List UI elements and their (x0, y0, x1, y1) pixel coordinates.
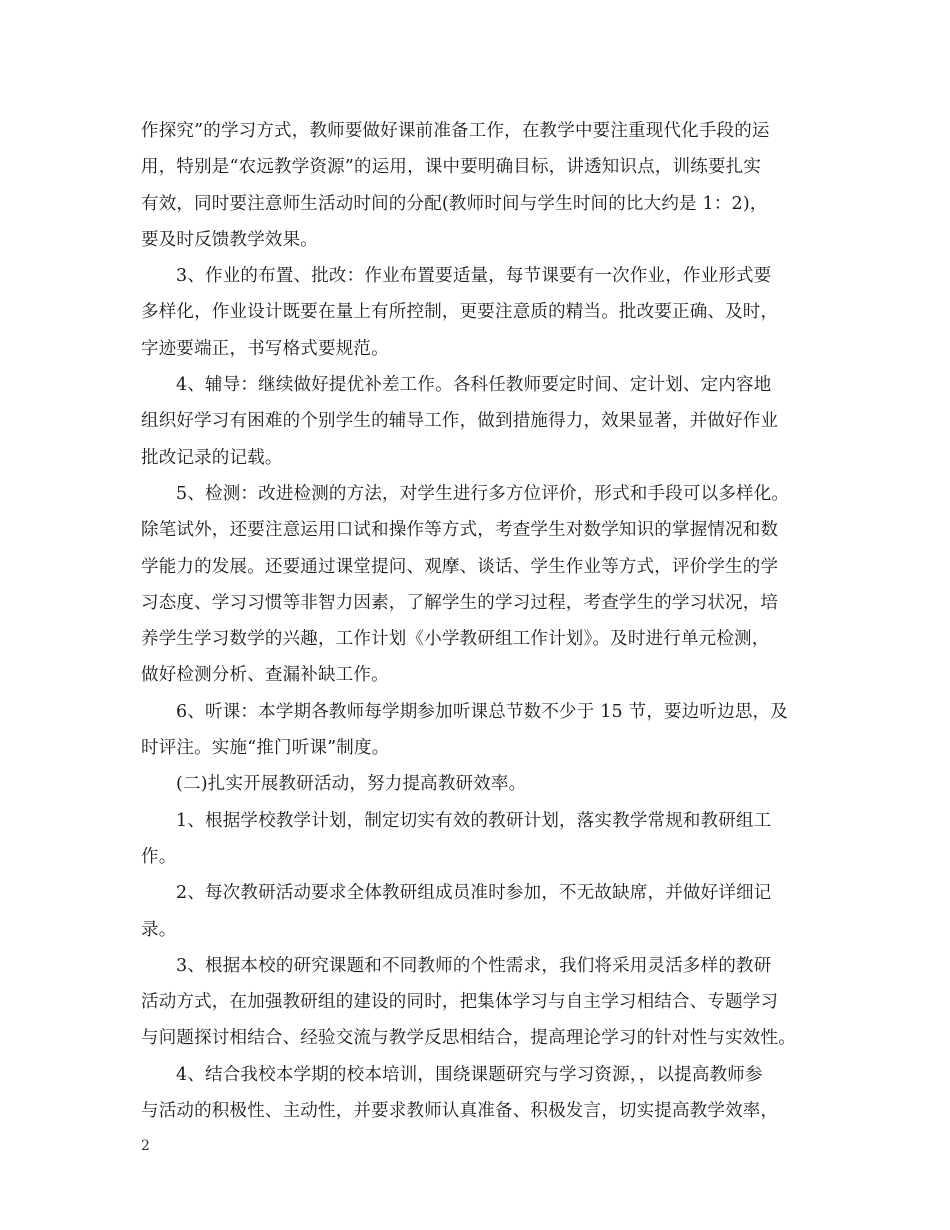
page-number: 2 (141, 1138, 150, 1154)
text-line: (二)扎实开展教研活动，努力提高教研效率。 (176, 774, 527, 795)
text-line: 4、结合我校本学期的校本培训，围绕课题研究与学习资源，，以提高教师参 (176, 1064, 763, 1085)
text-line: 学能力的发展。还要通过课堂提问、观摩、谈话、学生作业等方式，评价学生的学 (141, 556, 779, 577)
text-line: 3、作业的布置、批改：作业布置要适量，每节课要有一次作业，作业形式要 (176, 266, 772, 287)
document-body (141, 113, 813, 1129)
text-line: 5、检测：改进检测的方法，对学生进行多方位评价，形式和手段可以多样化。 (176, 483, 790, 504)
text-line: 作。 (141, 846, 177, 867)
text-line: 时评注。实施“推门听课”制度。 (141, 738, 390, 759)
text-line: 组织好学习有困难的个别学生的辅导工作，做到措施得力，效果显著，并做好作业 (141, 411, 779, 432)
text-line: 与活动的积极性、主动性，并要求教师认真准备、积极发言，切实提高教学效率， (141, 1101, 779, 1122)
text-line: 多样化，作业设计既要在量上有所控制，更要注意质的精当。批改要正确、及时， (141, 302, 779, 323)
text-line: 用，特别是“农远教学资源”的运用，课中要明确目标，讲透知识点，训练要扎实 (141, 157, 762, 178)
text-line: 2、每次教研活动要求全体教研组成员准时参加，不无故缺席，并做好详细记 (176, 883, 772, 904)
text-line: 1、根据学校教学计划，制定切实有效的教研计划，落实教学常规和教研组工 (176, 810, 772, 831)
text-line: 3、根据本校的研究课题和不同教师的个性需求，我们将采用灵活多样的教研 (176, 955, 772, 976)
text-line: 习态度、学习习惯等非智力因素，了解学生的学习过程，考查学生的学习状况，培 (141, 592, 779, 613)
text-line: 批改记录的记载。 (141, 447, 283, 468)
text-line: 除笔试外，还要注意运用口试和操作等方式，考查学生对数学知识的掌握情况和数 (141, 520, 779, 541)
text-line: 与问题探讨相结合、经验交流与教学反思相结合，提高理论学习的针对性与实效性。 (141, 1028, 796, 1049)
text-line: 字迹要端正，书写格式要规范。 (141, 338, 389, 359)
text-line: 作探究”的学习方式，教师要做好课前准备工作，在教学中要注重现代化手段的运 (141, 121, 770, 141)
text-line: 4、辅导：继续做好提优补差工作。各科任教师要定时间、定计划、定内容地 (176, 375, 772, 396)
text-line: 录。 (141, 919, 177, 940)
text-line: 要及时反馈教学效果。 (141, 229, 318, 250)
text-line: 养学生学习数学的兴趣，工作计划《小学教研组工作计划》。及时进行单元检测， (141, 629, 770, 650)
text-line: 做好检测分析、查漏补缺工作。 (141, 665, 389, 686)
text-line: 活动方式，在加强教研组的建设的同时，把集体学习与自主学习相结合、专题学习 (141, 992, 779, 1013)
text-line: 6、听课：本学期各教师每学期参加听课总节数不少于 15 节，要边听边思，及 (176, 701, 788, 722)
text-line: 有效，同时要注意师生活动时间的分配(教师时间与学生时间的比大约是 1：2)， (141, 193, 768, 214)
